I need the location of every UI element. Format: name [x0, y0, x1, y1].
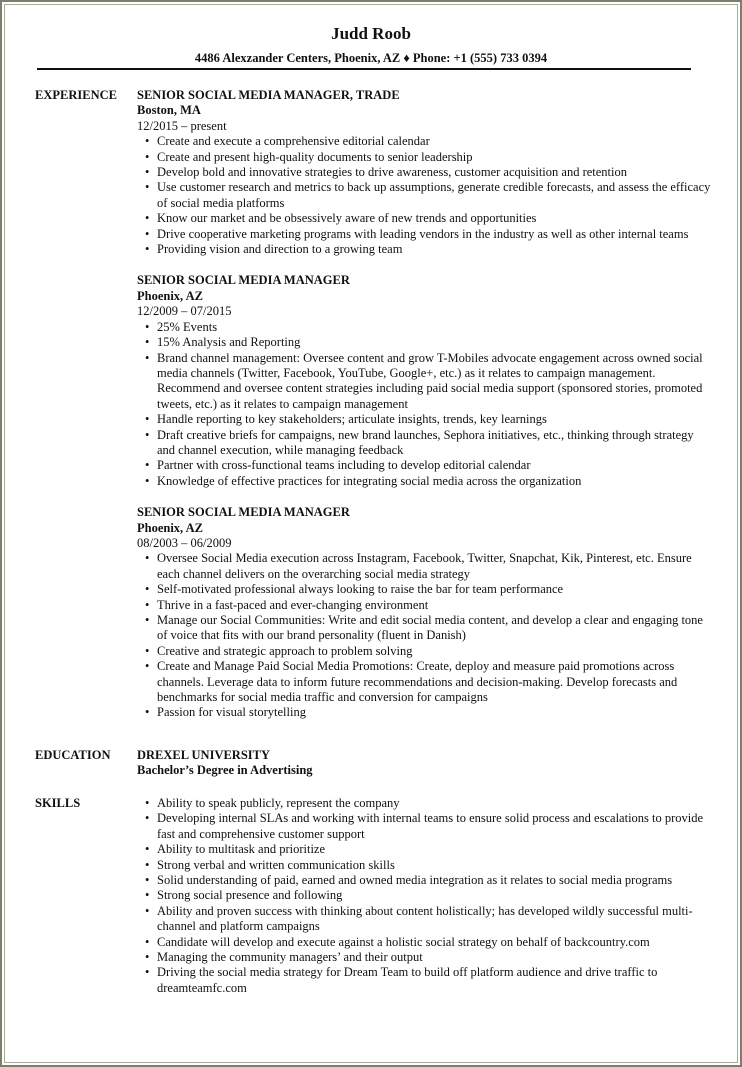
section-label-skills: SKILLS [35, 796, 81, 810]
bullet-item: • Thrive in a fast-paced and ever-changing environment [157, 598, 712, 613]
skill-item: • Candidate will develop and execute against a holistic social strategy on behalf of backcountry.com [157, 935, 712, 950]
bullet-item: • Oversee Social Media execution across Instagram, Facebook, Twitter, Snapchat, Kik, Pinterest, etc. Ensure each channel delivers on the overarching social media strategy [157, 551, 712, 582]
bullet-item: • Self-motivated professional always looking to raise the bar for team performance [157, 582, 712, 597]
skill-item: • Ability and proven success with thinking about content holistically; has developed wildly successful multi-channel and platform campaigns [157, 904, 712, 935]
bullet-item: • Create and Manage Paid Social Media Promotions: Create, deploy and measure paid promotions across channels. Leverage data to inform future recommendations and decision-making. Develop forecasts and benchmarks for social media traffic and conversion for campaigns [157, 659, 712, 705]
job-bullets [137, 134, 712, 257]
experience-body [137, 88, 712, 737]
job-entry [137, 273, 712, 489]
job-entry [137, 88, 712, 257]
skill-item: • Ability to speak publicly, represent the company [157, 796, 712, 811]
bullet-item: • Knowledge of effective practices for integrating social media across the organization [157, 474, 712, 489]
bullet-item: • Create and execute a comprehensive editorial calendar [157, 134, 712, 149]
section-label-experience: EXPERIENCE [35, 88, 117, 102]
skill-item: • Strong social presence and following [157, 888, 712, 903]
school-name: DREXEL UNIVERSITY [137, 748, 271, 762]
job-title: SENIOR SOCIAL MEDIA MANAGER [137, 505, 350, 520]
job-location: Boston, MA [137, 103, 201, 118]
bullet-item: • Brand channel management: Oversee content and grow T-Mobiles advocate engagement across owned social media channels (Twitter, Facebook, YouTube, Google+, etc.) as it relates to campaign management. Recommend and oversee content strategies including paid social media support (sponsored stories, promoted tweets, etc.) as it relates to campaign management [157, 351, 712, 413]
section-label-education: EDUCATION [35, 748, 111, 762]
bullet-item: • 15% Analysis and Reporting [157, 335, 712, 350]
skills-body [137, 796, 712, 996]
job-entry [137, 505, 712, 721]
job-dates: 12/2009 – 07/2015 [137, 304, 232, 319]
job-dates: 12/2015 – present [137, 118, 227, 133]
job-title: SENIOR SOCIAL MEDIA MANAGER [137, 273, 350, 288]
bullet-item: • Draft creative briefs for campaigns, new brand launches, Sephora initiatives, etc., thinking through strategy and channel execution, while managing feedback [157, 428, 712, 459]
job-location: Phoenix, AZ [137, 520, 203, 535]
degree: Bachelor’s Degree in Advertising [137, 763, 313, 778]
bullet-item: • Manage our Social Communities: Write and edit social media content, and develop a clear and engaging tone of voice that fits with our brand personality (fluent in Danish) [157, 613, 712, 644]
bullet-item: • Handle reporting to key stakeholders; articulate insights, trends, key learnings [157, 412, 712, 427]
job-bullets [137, 551, 712, 720]
job-location: Phoenix, AZ [137, 288, 203, 303]
bullet-item: • Know our market and be obsessively aware of new trends and opportunities [157, 211, 712, 226]
job-dates: 08/2003 – 06/2009 [137, 535, 232, 550]
skills-bullets [137, 796, 712, 996]
skill-item: • Managing the community managers’ and their output [157, 950, 712, 965]
bullet-item: • 25% Events [157, 320, 712, 335]
bullet-item: • Partner with cross-functional teams including to develop editorial calendar [157, 458, 712, 473]
candidate-name: Judd Roob [331, 24, 411, 43]
contact-line: 4486 Alexzander Centers, Phoenix, AZ ♦ Phone: +1 (555) 733 0394 [194, 51, 548, 65]
bullet-item: • Passion for visual storytelling [157, 705, 712, 720]
education-body [137, 748, 712, 779]
skill-item: • Driving the social media strategy for Dream Team to build off platform audience and drive traffic to dreamteamfc.com [157, 965, 712, 996]
bullet-item: • Create and present high-quality documents to senior leadership [157, 150, 712, 165]
job-bullets [137, 320, 712, 489]
job-title: SENIOR SOCIAL MEDIA MANAGER, TRADE [137, 88, 400, 102]
bullet-item: • Develop bold and innovative strategies to drive awareness, customer acquisition and retention [157, 165, 712, 180]
bullet-item: • Use customer research and metrics to back up assumptions, generate credible forecasts, and assess the efficacy of social media platforms [157, 180, 712, 211]
header-divider [37, 68, 691, 70]
skill-item: • Strong verbal and written communication skills [157, 858, 712, 873]
bullet-item: • Providing vision and direction to a growing team [157, 242, 712, 257]
skill-item: • Developing internal SLAs and working with internal teams to ensure solid process and escalations to provide fast and comprehensive customer support [157, 811, 712, 842]
bullet-item: • Creative and strategic approach to problem solving [157, 644, 712, 659]
bullet-item: • Drive cooperative marketing programs with leading vendors in the industry as well as other internal teams [157, 227, 712, 242]
skill-item: • Ability to multitask and prioritize [157, 842, 712, 857]
skill-item: • Solid understanding of paid, earned and owned media integration as it relates to social media programs [157, 873, 712, 888]
